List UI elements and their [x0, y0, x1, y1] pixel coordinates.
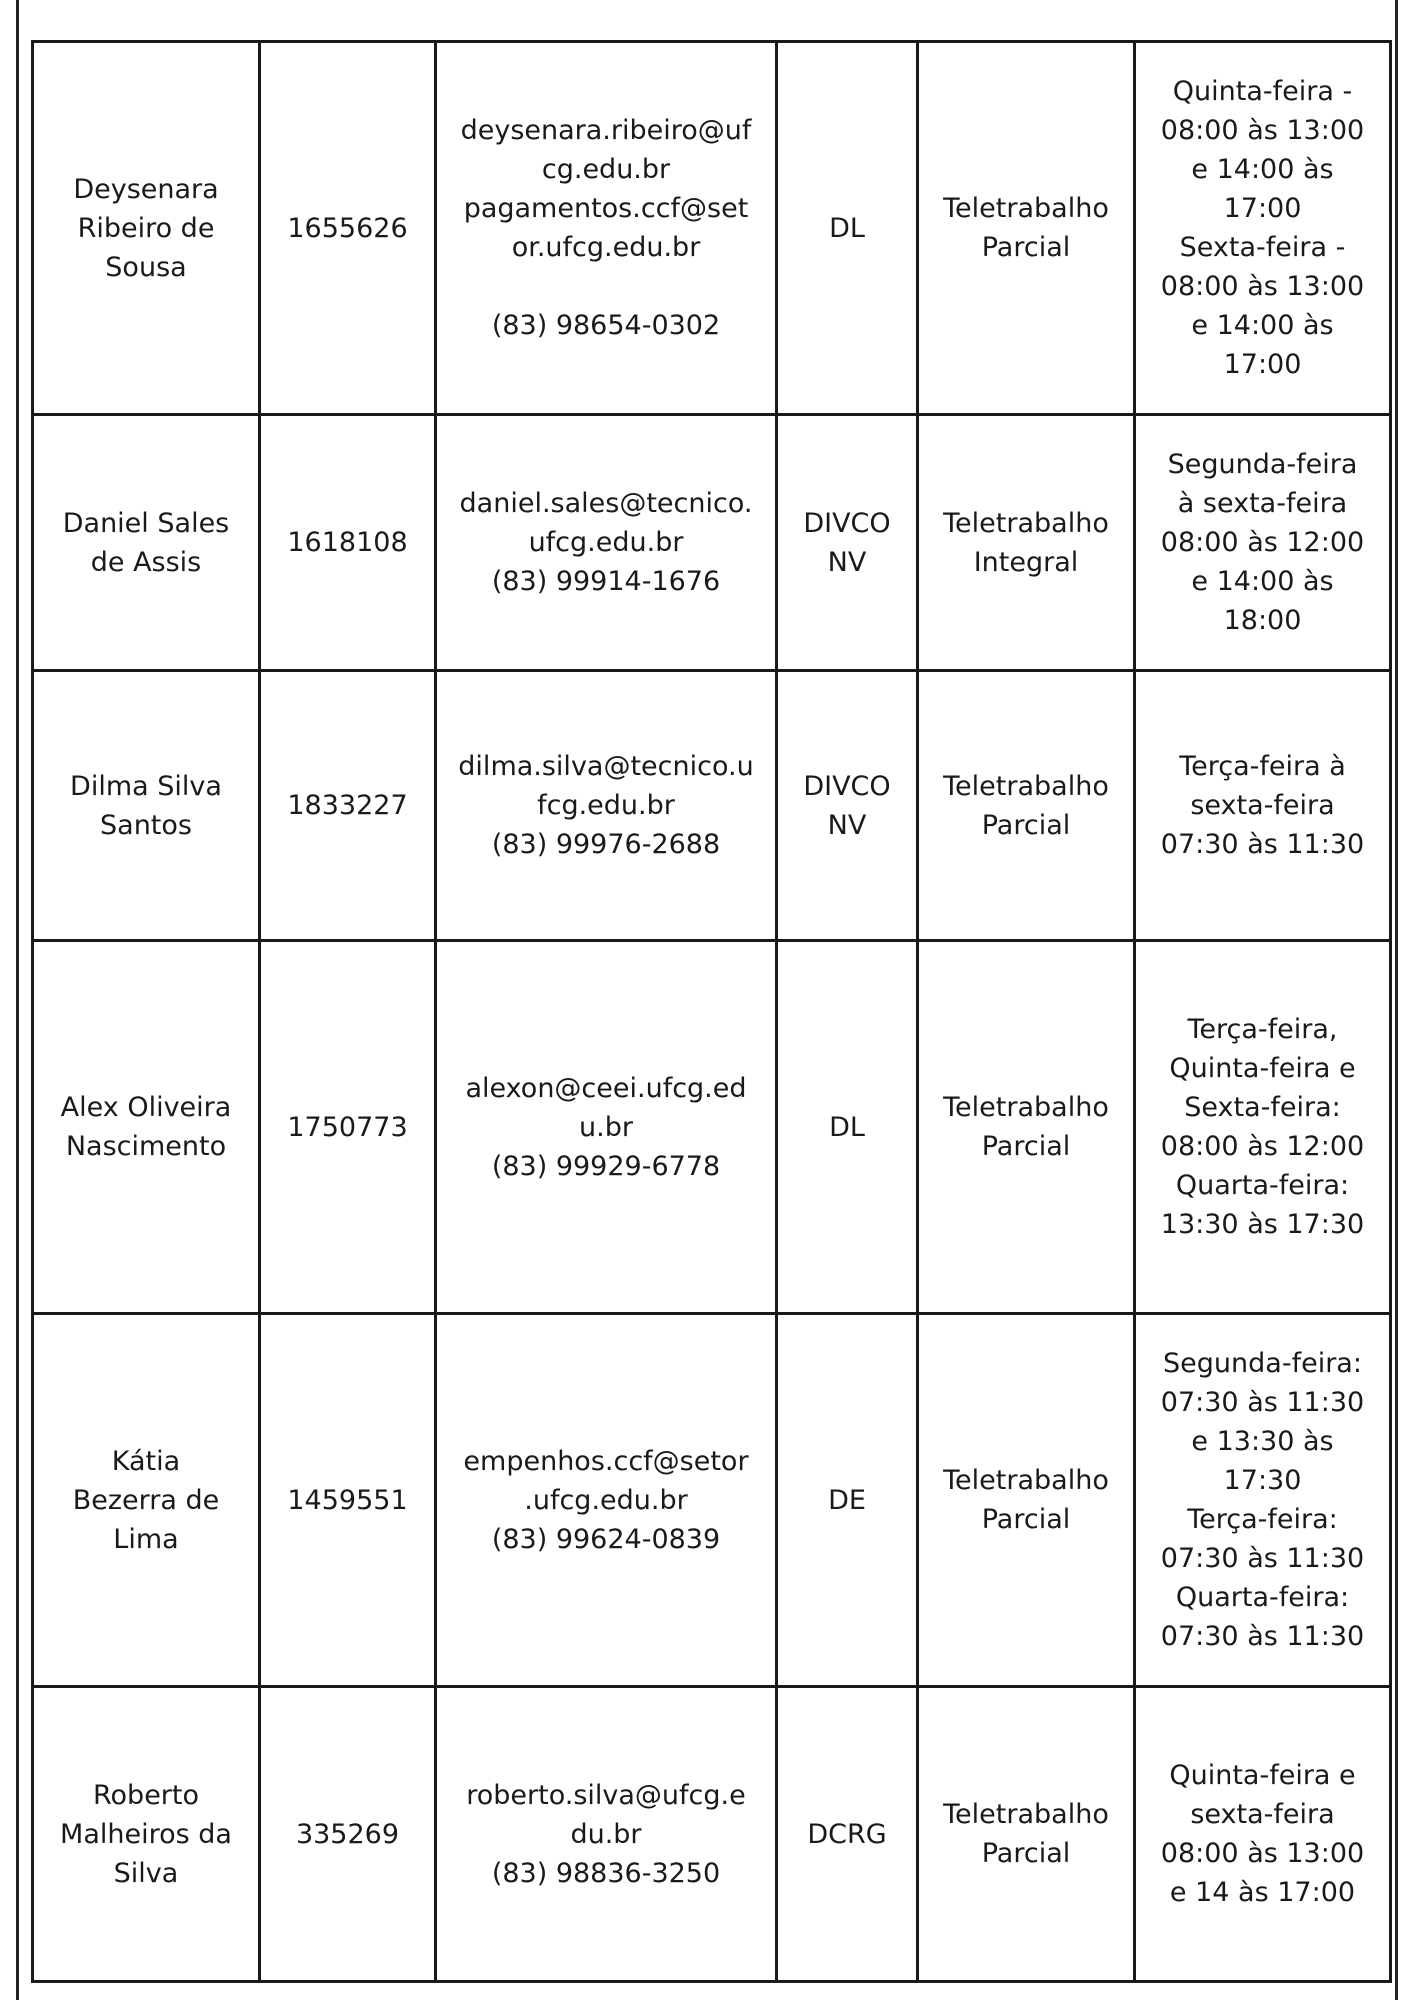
cell-line: alexon@ceei.ufcg.ed [465, 1072, 747, 1104]
cell-line: dilma.silva@tecnico.u [458, 751, 754, 782]
matricula-cell: 1833227 [260, 671, 436, 941]
cell-line: à sexta-feira [1177, 488, 1348, 519]
cell-line: e 14:00 às [1191, 566, 1334, 597]
cell-line: Deysenara [73, 173, 219, 205]
name-cell [33, 42, 260, 415]
cell-line: Teletrabalho [943, 193, 1109, 224]
unit-cell [777, 415, 918, 671]
contact-cell [436, 671, 777, 941]
cell-line: Silva [113, 1857, 179, 1889]
name-cell [33, 671, 260, 941]
unit-cell [777, 941, 918, 1314]
modality-cell [918, 1687, 1135, 1982]
cell-line: empenhos.ccf@setor [463, 1445, 749, 1477]
cell-line: e 14:00 às [1191, 154, 1334, 185]
cell-line: 07:30 às 11:30 [1160, 1543, 1365, 1574]
cell-line: Ribeiro de [77, 212, 215, 244]
cell-line: Integral [973, 546, 1079, 578]
page-frame-right [1395, 0, 1398, 2000]
contact-cell [436, 941, 777, 1314]
cell-line: DE [828, 1484, 866, 1516]
cell-line: Sexta-feira - [1179, 232, 1346, 263]
cell-line: (83) 99624-0839 [491, 1523, 721, 1555]
modality-cell [918, 1314, 1135, 1687]
cell-line: de Assis [90, 546, 202, 578]
cell-line: 07:30 às 11:30 [1160, 1621, 1365, 1652]
cell-line: (83) 98654-0302 [491, 310, 721, 341]
cell-line: Quinta-feira e [1169, 1053, 1356, 1084]
cell-line: daniel.sales@tecnico. [459, 488, 753, 519]
cell-line: 07:30 às 11:30 [1160, 1387, 1365, 1418]
cell-line: 08:00 às 13:00 [1160, 1838, 1365, 1869]
cell-line: DCRG [807, 1818, 887, 1850]
cell-line: e 14 às 17:00 [1169, 1877, 1356, 1908]
table-row [33, 1314, 1391, 1687]
cell-line: ufcg.edu.br [528, 527, 684, 558]
cell-line: Quinta-feira - [1172, 76, 1353, 107]
schedule-cell [1135, 415, 1391, 671]
cell-line: Kátia [111, 1445, 181, 1477]
name-cell [33, 415, 260, 671]
modality-cell [918, 415, 1135, 671]
cell-line: DIVCO [803, 770, 891, 802]
cell-line: Terça-feira: [1187, 1504, 1338, 1535]
cell-line: du.br [570, 1818, 642, 1850]
cell-line [443, 267, 769, 306]
cell-line: Parcial [981, 809, 1071, 841]
contact-cell [436, 1314, 777, 1687]
unit-cell [777, 671, 918, 941]
cell-line: Segunda-feira: [1163, 1348, 1362, 1379]
cell-line: roberto.silva@ufcg.e [466, 1779, 746, 1811]
cell-line: Teletrabalho [943, 507, 1109, 539]
cell-line: Lima [113, 1523, 179, 1555]
table-row [33, 941, 1391, 1314]
schedule-cell [1135, 42, 1391, 415]
cell-line: Segunda-feira [1167, 449, 1358, 480]
cell-line: Parcial [981, 1838, 1071, 1869]
cell-line: Quarta-feira: [1175, 1170, 1350, 1201]
cell-line: Daniel Sales [62, 507, 230, 539]
cell-line: 17:30 [1223, 1465, 1302, 1496]
table-row [33, 415, 1391, 671]
cell-line: 13:30 às 17:30 [1160, 1209, 1365, 1240]
contact-cell [436, 415, 777, 671]
cell-line: (83) 98836-3250 [491, 1857, 721, 1889]
cell-line: Alex Oliveira [60, 1092, 232, 1123]
page-frame-left [16, 0, 19, 2000]
cell-line: DL [829, 212, 865, 244]
cell-line: Quarta-feira: [1175, 1582, 1350, 1613]
cell-line: sexta-feira [1190, 1799, 1335, 1830]
unit-cell [777, 42, 918, 415]
cell-line: Roberto [92, 1779, 200, 1811]
cell-line: fcg.edu.br [537, 790, 675, 821]
matricula-cell: 1655626 [260, 42, 436, 415]
cell-line: Terça-feira à [1179, 751, 1346, 782]
matricula-cell: 335269 [260, 1687, 436, 1982]
table-body [33, 42, 1391, 1982]
schedule-cell [1135, 1314, 1391, 1687]
cell-line: Santos [100, 809, 192, 841]
cell-line: (83) 99914-1676 [491, 566, 721, 597]
cell-line: Quinta-feira e [1169, 1760, 1356, 1791]
cell-line: 08:00 às 12:00 [1160, 1131, 1365, 1162]
cell-line: 17:00 [1223, 349, 1302, 380]
cell-line: (83) 99929-6778 [491, 1150, 721, 1182]
cell-line: NV [827, 546, 867, 578]
cell-line: Teletrabalho [943, 1092, 1109, 1123]
unit-cell [777, 1314, 918, 1687]
cell-line: deysenara.ribeiro@uf [460, 115, 752, 146]
contact-cell [436, 42, 777, 415]
modality-cell [918, 671, 1135, 941]
cell-line: or.ufcg.edu.br [511, 232, 701, 263]
cell-line: sexta-feira [1190, 790, 1335, 821]
cell-line: 17:00 [1223, 193, 1302, 224]
cell-line: Parcial [981, 1504, 1071, 1535]
staff-table [31, 40, 1392, 1983]
cell-line: 18:00 [1223, 605, 1302, 636]
matricula-cell: 1750773 [260, 941, 436, 1314]
cell-line: DL [829, 1111, 865, 1143]
contact-cell [436, 1687, 777, 1982]
modality-cell [918, 42, 1135, 415]
cell-line: Bezerra de [72, 1484, 220, 1516]
cell-line: 08:00 às 12:00 [1160, 527, 1365, 558]
schedule-cell [1135, 671, 1391, 941]
modality-cell [918, 941, 1135, 1314]
cell-line: Malheiros da [60, 1818, 232, 1850]
cell-line: DIVCO [803, 507, 891, 539]
schedule-cell [1135, 1687, 1391, 1982]
cell-line: 07:30 às 11:30 [1160, 829, 1365, 860]
cell-line: Teletrabalho [943, 770, 1109, 802]
cell-line: u.br [579, 1111, 633, 1143]
cell-line: Dilma Silva [70, 770, 222, 802]
cell-line: 08:00 às 13:00 [1160, 115, 1365, 146]
name-cell [33, 1314, 260, 1687]
matricula-cell: 1459551 [260, 1314, 436, 1687]
schedule-cell [1135, 941, 1391, 1314]
cell-line: Nascimento [65, 1131, 227, 1162]
cell-line: (83) 99976-2688 [491, 829, 721, 860]
cell-line: Sexta-feira: [1184, 1092, 1341, 1123]
matricula-cell: 1618108 [260, 415, 436, 671]
cell-line: Teletrabalho [943, 1465, 1109, 1496]
table-row [33, 671, 1391, 941]
cell-line: cg.edu.br [541, 154, 671, 185]
cell-line: e 14:00 às [1191, 310, 1334, 341]
cell-line: e 13:30 às [1191, 1426, 1334, 1457]
cell-line: Terça-feira, [1187, 1014, 1338, 1045]
cell-line: Parcial [981, 232, 1071, 263]
cell-line: Parcial [981, 1131, 1071, 1162]
cell-line: .ufcg.edu.br [524, 1484, 688, 1516]
unit-cell [777, 1687, 918, 1982]
cell-line: Sousa [105, 251, 187, 283]
cell-line: NV [827, 809, 867, 841]
cell-line: Teletrabalho [943, 1799, 1109, 1830]
table-row [33, 1687, 1391, 1982]
table-row [33, 42, 1391, 415]
name-cell [33, 941, 260, 1314]
cell-line: pagamentos.ccf@set [463, 193, 749, 224]
cell-line: 08:00 às 13:00 [1160, 271, 1365, 302]
name-cell [33, 1687, 260, 1982]
